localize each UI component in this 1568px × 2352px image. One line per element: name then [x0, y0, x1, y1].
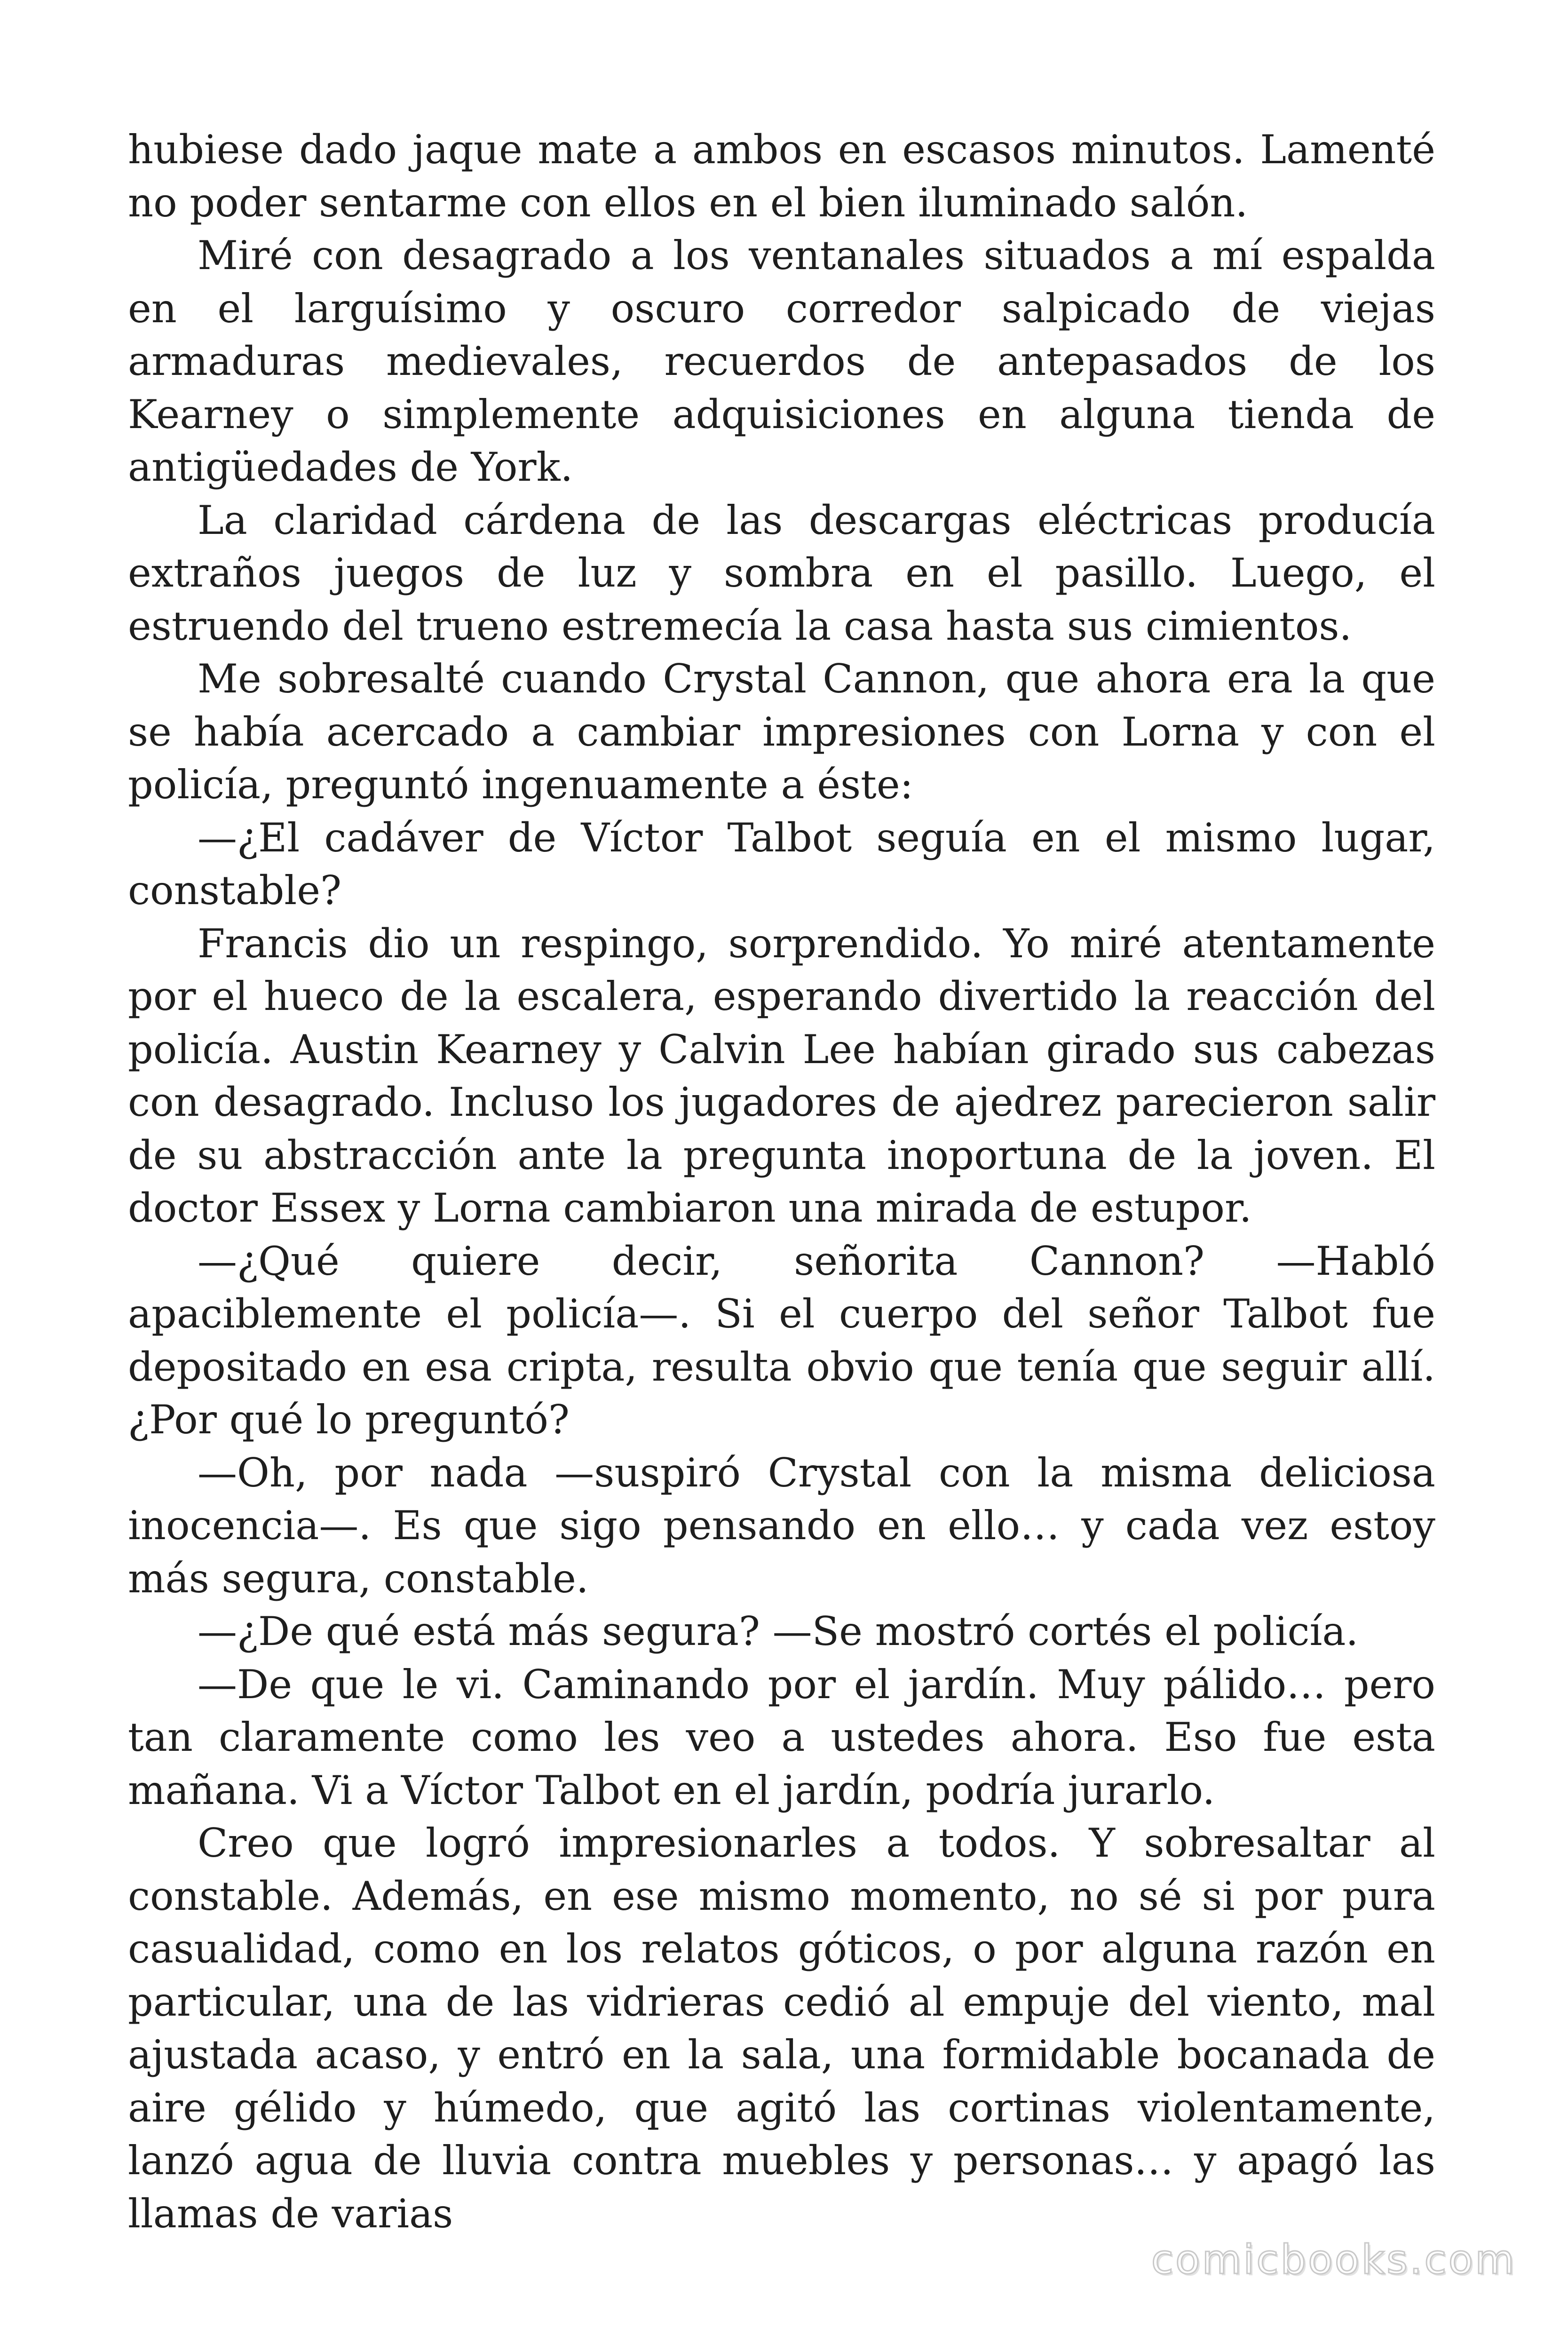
- dialogue-paragraph: —De que le vi. Caminando por el jardín. Muy pálido… pero tan claramente como les veo a ustedes ahora. Eso fue esta mañana. Vi a Víctor Talbot en el jardín, podría jurarlo.: [128, 1661, 1435, 1813]
- dialogue-paragraph: —¿Qué quiere decir, señorita Cannon? —Habló apaciblemente el policía—. Si el cuerpo del señor Talbot fue depositado en esa cripta, resulta obvio que tenía que seguir allí. ¿Por qué lo preguntó?: [128, 1238, 1435, 1443]
- body-text: [128, 123, 1435, 2240]
- paragraph: hubiese dado jaque mate a ambos en escasos minutos. Lamenté no poder sentarme con ellos en el bien iluminado salón.: [128, 127, 1435, 226]
- paragraph: Me sobresalté cuando Crystal Cannon, que ahora era la que se había acercado a cambiar impresiones con Lorna y con el policía, preguntó ingenuamente a éste:: [128, 656, 1435, 808]
- dialogue-paragraph: —Oh, por nada —suspiró Crystal con la misma deliciosa inocencia—. Es que sigo pensando en ello… y cada vez estoy más segura, constable.: [128, 1449, 1435, 1602]
- dialogue-paragraph: —¿El cadáver de Víctor Talbot seguía en el mismo lugar, constable?: [128, 814, 1435, 914]
- paragraph: La claridad cárdena de las descargas eléctricas producía extraños juegos de luz y sombra en el pasillo. Luego, el estruendo del trueno estremecía la casa hasta sus cimientos.: [128, 497, 1435, 649]
- site-watermark: comicbooks.com: [1151, 2236, 1516, 2283]
- paragraph: Miré con desagrado a los ventanales situados a mí espalda en el larguísimo y oscuro corredor salpicado de viejas armaduras medievales, recuerdos de antepasados de los Kearney o simplemente adquisiciones en alguna tienda de antigüedades de York.: [128, 232, 1435, 490]
- paragraph: Creo que logró impresionarles a todos. Y sobresaltar al constable. Además, en ese mismo momento, no sé si por pura casualidad, como en los relatos góticos, o por alguna razón en particular, una de las vidrieras cedió al empuje del viento, mal ajustada acaso, y entró en la sala, una formidable bocanada de aire gélido y húmedo, que agitó las cortinas violentamente, lanzó agua de lluvia contra muebles y personas… y apagó las llamas de varias: [128, 1820, 1435, 2237]
- paragraph: Francis dio un respingo, sorprendido. Yo miré atentamente por el hueco de la escalera, esperando divertido la reacción del policía. Austin Kearney y Calvin Lee habían girado sus cabezas con desagrado. Incluso los jugadores de ajedrez parecieron salir de su abstracción ante la pregunta inoportuna de la joven. El doctor Essex y Lorna cambiaron una mirada de estupor.: [128, 920, 1435, 1231]
- dialogue-paragraph: —¿De qué está más segura? —Se mostró cortés el policía.: [198, 1608, 1359, 1654]
